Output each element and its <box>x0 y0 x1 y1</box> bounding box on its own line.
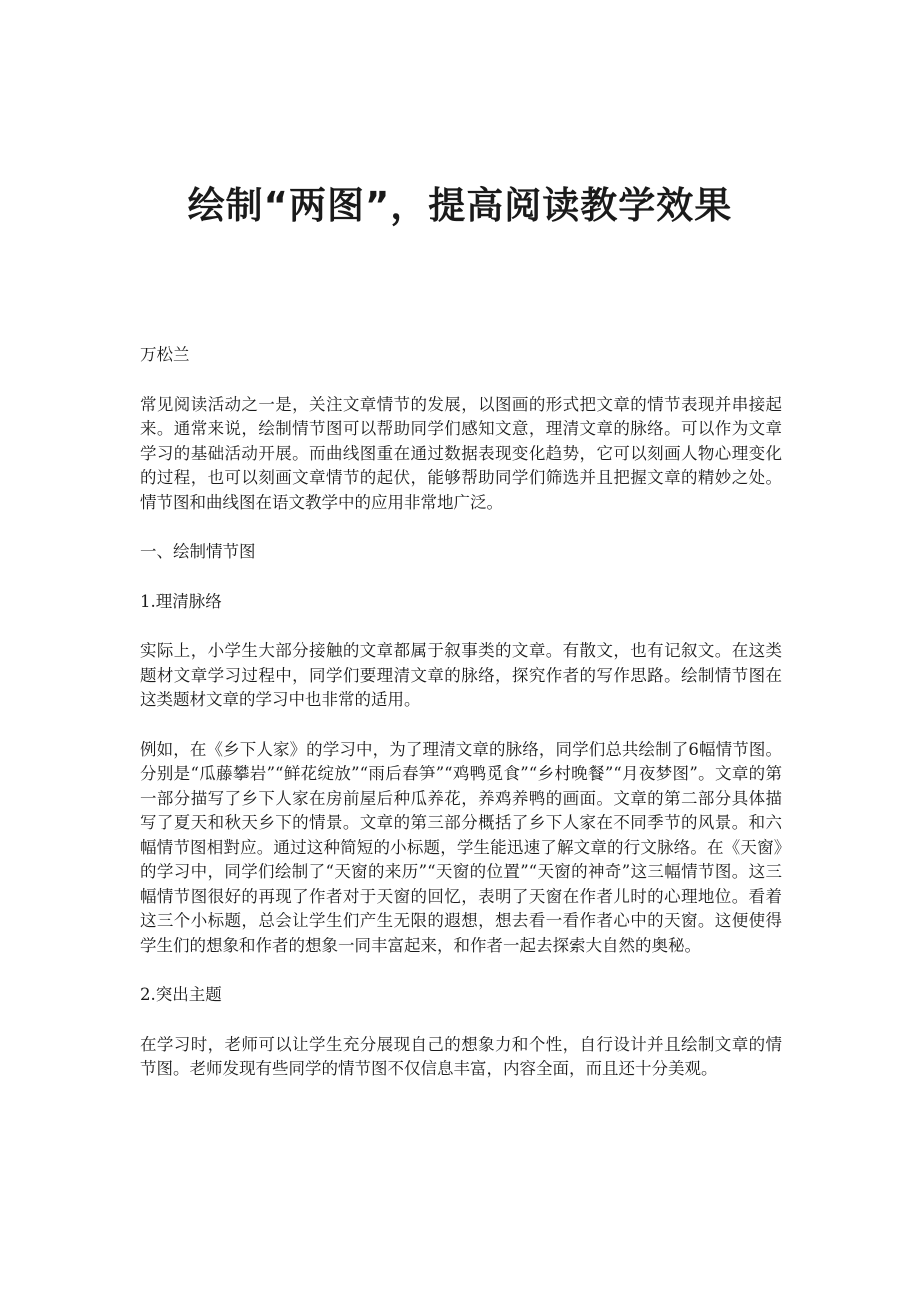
paragraph-3: 例如，在《乡下人家》的学习中，为了理清文章的脉络，同学们总共绘制了6幅情节图。分别是“瓜藤攀岩”“鲜花绽放”“雨后春笋”“鸡鸭觅食”“乡村晚餐”“月夜梦图”。文章的第一部分描写了乡下人家在房前屋后种瓜养花，养鸡养鸭的画面。文章的第二部分具体描写了夏天和秋天乡下的情景。文章的第三部分概括了乡下人家在不同季节的风景。和六幅情节图相對应。通过这种简短的小标题，学生能迅速了解文章的行文脉络。在《天窗》的学习中，同学们绘制了“天窗的来历”“天窗的位置”“天窗的神奇”这三幅情节图。这三幅情节图很好的再现了作者对于天窗的回忆，表明了天窗在作者儿时的心理地位。看着这三个小标题，总会让学生们产生无限的遐想，想去看一看作者心中的天窗。这便使得学生们的想象和作者的想象一同丰富起来，和作者一起去探索大自然的奥秘。 <box>140 739 782 955</box>
subsection-heading-1: 1.理清脉络 <box>140 591 222 611</box>
document-body <box>140 343 782 1107</box>
paragraph-intro: 常见阅读活动之一是，关注文章情节的发展，以图画的形式把文章的情节表现并串接起来。通常来说，绘制情节图可以帮助同学们感知文意，理清文章的脉络。可以作为文章学习的基础活动开展。而曲线图重在通过数据表现变化趋势，它可以刻画人物心理变化的过程，也可以刻画文章情节的起伏，能够帮助同学们筛选并且把握文章的精妙之处。情节图和曲线图在语文教学中的应用非常地广泛。 <box>140 394 782 512</box>
subsection-heading-2: 2.突出主题 <box>140 985 222 1004</box>
paragraph-2: 实际上，小学生大部分接触的文章都属于叙事类的文章。有散文，也有记叙文。在这类题材文章学习过程中，同学们要理清文章的脉络，探究作者的写作思路。绘制情节图在这类题材文章的学习中也非常的适用。 <box>140 641 782 709</box>
section-heading-1: 一、绘制情节图 <box>140 542 256 561</box>
author-name: 万松兰 <box>140 345 190 364</box>
document-title: 绘制“两图”，提高阅读教学效果 <box>187 184 733 227</box>
paragraph-4: 在学习时，老师可以让学生充分展现自己的想象力和个性，自行设计并且绘制文章的情节图。老师发现有些同学的情节图不仅信息丰富，内容全面，而且还十分美观。 <box>140 1034 782 1078</box>
